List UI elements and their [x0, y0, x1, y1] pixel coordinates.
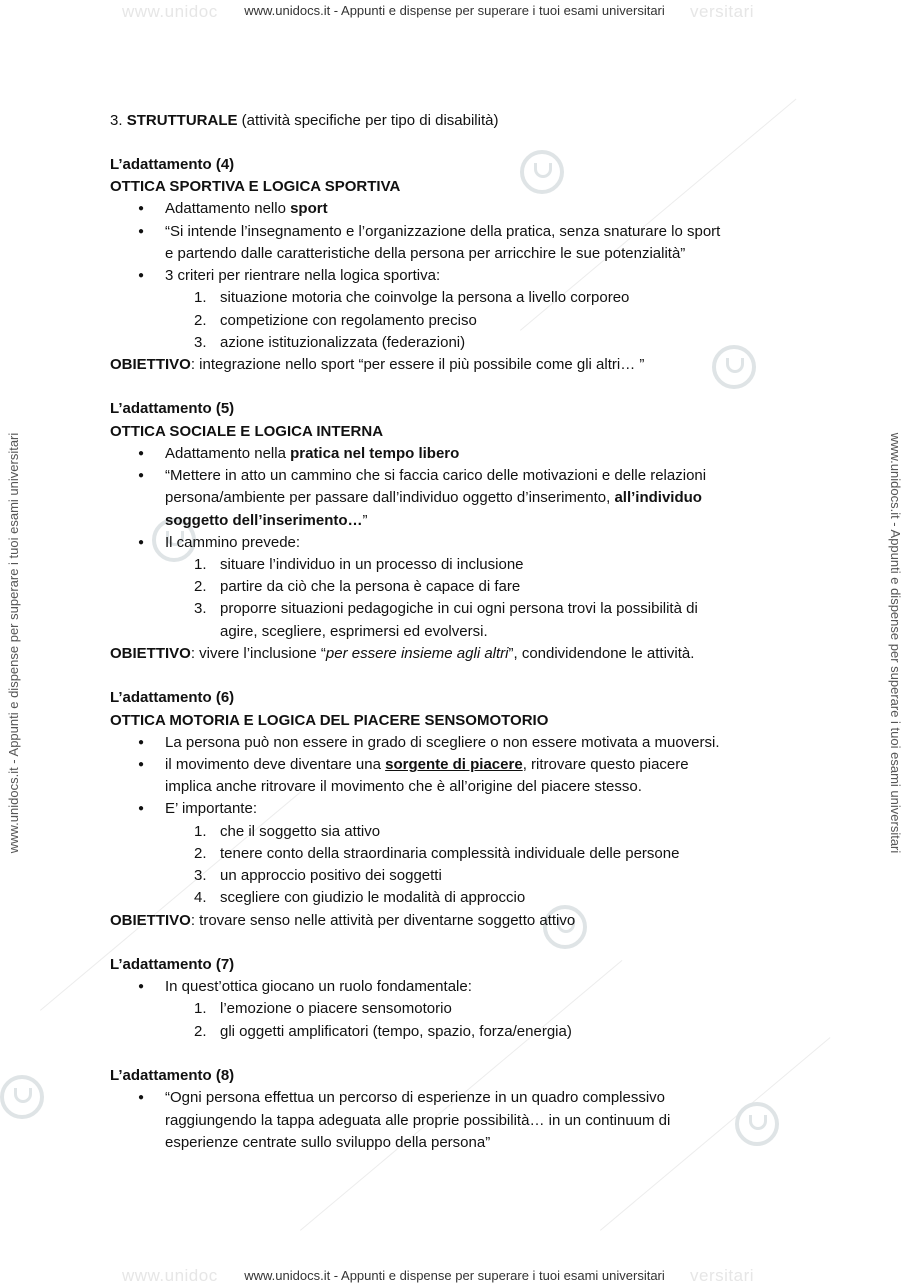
list-item: ● In quest’ottica giocano un ruolo fondamentale: — [165, 976, 472, 998]
numbered-item: 2. competizione con regolamento preciso — [194, 312, 477, 329]
list-item: ● “Mettere in atto un cammino che si faccia carico delle motivazioni e delle relazioni — [165, 465, 706, 487]
list-item-continuation: raggiungendo la tappa adeguata alle proprie possibilità… in un continuum di — [165, 1112, 671, 1129]
watermark-ghost-text: versitari — [690, 1266, 755, 1285]
watermark-line — [600, 1037, 830, 1231]
list-item: ● Adattamento nella pratica nel tempo libero — [165, 443, 459, 465]
numbered-item: 2. gli oggetti amplificatori (tempo, spazio, forza/energia) — [194, 1023, 572, 1040]
watermark-ghost-text: versitari — [690, 2, 755, 21]
watermark-ghost-text: www.unidoc — [122, 2, 218, 21]
numbered-item: 1. l’emozione o piacere sensomotorio — [194, 1000, 452, 1017]
numbered-item: 1. situare l’individuo in un processo di inclusione — [194, 556, 524, 573]
numbered-item: 1. che il soggetto sia attivo — [194, 823, 381, 840]
list-item: ● il movimento deve diventare una sorgente di piacere, ritrovare questo piacere — [165, 754, 689, 776]
section-title: L’adattamento (6) — [110, 689, 235, 706]
objective-line: OBIETTIVO: vivere l’inclusione “per essere insieme agli altri”, condividendone le attività. — [110, 645, 695, 662]
section-title: L’adattamento (4) — [110, 156, 235, 173]
section-subtitle: OTTICA MOTORIA E LOGICA DEL PIACERE SENSOMOTORIO — [110, 712, 549, 729]
list-item-continuation: implica anche ritrovare il movimento che è all’origine del piacere stesso. — [165, 778, 642, 795]
list-item-continuation: persona/ambiente per passare dall’individuo oggetto d’inserimento, all’individuo — [165, 489, 702, 506]
watermark-footer: www.unidocs.it - Appunti e dispense per superare i tuoi esami universitari — [244, 1268, 665, 1283]
section-title: L’adattamento (7) — [110, 956, 235, 973]
list-item: ● “Si intende l’insegnamento e l’organizzazione della pratica, senza snaturare lo sport — [165, 221, 720, 243]
numbered-item: 2. partire da ciò che la persona è capace di fare — [194, 578, 521, 595]
list-item: ● “Ogni persona effettua un percorso di esperienze in un quadro complessivo — [165, 1087, 665, 1109]
objective-line: OBIETTIVO: trovare senso nelle attività per diventarne soggetto attivo — [110, 912, 576, 929]
list-item: ● Adattamento nello sport — [165, 198, 328, 220]
numbered-item: 2. tenere conto della straordinaria complessità individuale delle persone — [194, 845, 680, 862]
unidocs-logo-icon — [520, 150, 564, 194]
watermark-side-left: www.unidocs.it - Appunti e dispense per superare i tuoi esami universitari — [6, 432, 21, 854]
section-subtitle: OTTICA SOCIALE E LOGICA INTERNA — [110, 423, 384, 440]
watermark-side-right: www.unidocs.it - Appunti e dispense per superare i tuoi esami universitari — [888, 432, 903, 854]
numbered-item-continuation: agire, scegliere, esprimersi ed evolversi. — [220, 623, 488, 640]
section-3-line: 3. STRUTTURALE (attività specifiche per tipo di disabilità) — [110, 112, 499, 129]
unidocs-logo-icon — [735, 1102, 779, 1146]
list-item-continuation: soggetto dell’inserimento…” — [165, 512, 368, 529]
numbered-item: 1. situazione motoria che coinvolge la persona a livello corporeo — [194, 289, 630, 306]
numbered-item: 3. un approccio positivo dei soggetti — [194, 867, 442, 884]
section-title: L’adattamento (5) — [110, 400, 235, 417]
list-item: ● 3 criteri per rientrare nella logica sportiva: — [165, 265, 440, 287]
watermark-ghost-text: www.unidoc — [122, 1266, 218, 1285]
numbered-item: 4. scegliere con giudizio le modalità di approccio — [194, 889, 526, 906]
list-item: ● Il cammino prevede: — [165, 532, 300, 554]
list-item-continuation: e partendo dalle caratteristiche della persona per arricchire le sue potenzialità” — [165, 245, 686, 262]
watermark-header: www.unidocs.it - Appunti e dispense per superare i tuoi esami universitari — [244, 3, 665, 18]
section-title: L’adattamento (8) — [110, 1067, 235, 1084]
unidocs-logo-icon — [712, 345, 756, 389]
list-item-continuation: esperienze centrate sullo sviluppo della persona” — [165, 1134, 491, 1151]
numbered-item: 3. azione istituzionalizzata (federazioni) — [194, 334, 466, 351]
objective-line: OBIETTIVO: integrazione nello sport “per essere il più possibile come gli altri… ” — [110, 356, 645, 373]
section-subtitle: OTTICA SPORTIVA E LOGICA SPORTIVA — [110, 178, 401, 195]
list-item: ● La persona può non essere in grado di scegliere o non essere motivata a muoversi. — [165, 732, 720, 754]
numbered-item: 3. proporre situazioni pedagogiche in cui ogni persona trovi la possibilità di — [194, 600, 698, 617]
list-item: ● E’ importante: — [165, 798, 257, 820]
